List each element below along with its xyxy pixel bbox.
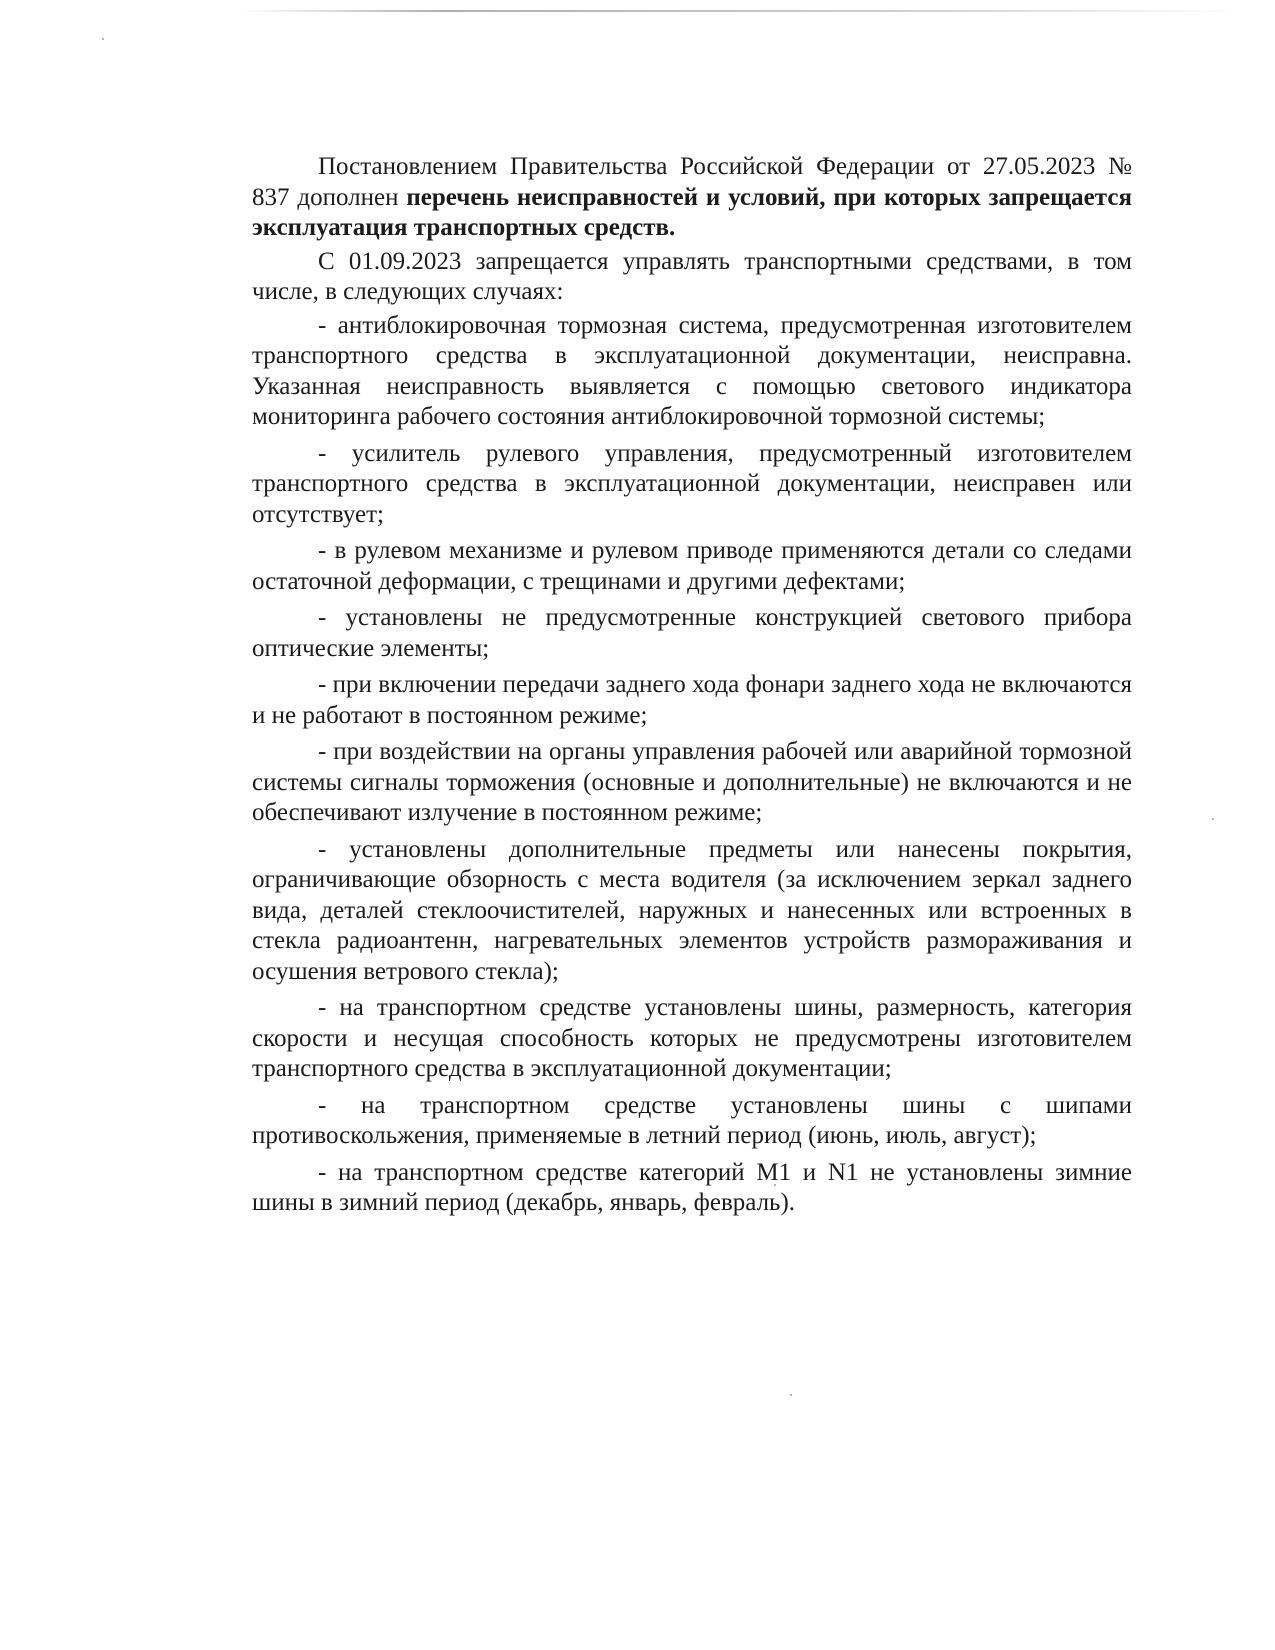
- list-item: - на транспортном средстве установлены шины с шипами противоскольжения, применяемые в летний период (июнь, июль, август);: [252, 1091, 1132, 1149]
- list-item: - при включении передачи заднего хода фонари заднего хода не включаются и не работают в постоянном режиме;: [252, 671, 1132, 729]
- scan-speck: [102, 38, 104, 40]
- list-item: - установлены дополнительные предметы или нанесены покрытия, ограничивающие обзорность с места водителя (за исключением зеркал заднего вида, деталей стеклоочистителей, наружных и нанесенных или встроенных в стекла радиоантенн, нагревательных элементов устройств размораживания и осушения ветрового стекла);: [252, 835, 1132, 985]
- intro-bold-text: перечень неисправностей и условий, при которых запрещается эксплуатация транспортных средств.: [252, 183, 1132, 241]
- scan-edge-line: [240, 10, 1240, 12]
- scan-speck: [1212, 818, 1214, 820]
- list-item: - при воздействии на органы управления рабочей или аварийной тормозной системы сигналы торможения (основные и дополнительные) не включаются и не обеспечивают излучение в постоянном режиме;: [252, 738, 1132, 826]
- list-item: - на транспортном средстве установлены шины, размерность, категория скорости и несущая способность которых не предусмотрены изготовителем транспортного средства в эксплуатационной документации;: [252, 994, 1132, 1082]
- lead-paragraph: С 01.09.2023 запрещается управлять транспортными средствами, в том числе, в следующих случаях:: [252, 247, 1132, 305]
- document-body: [252, 152, 1132, 1225]
- intro-prefix: Постановлением Правительства Российской Федерации от 27.05.2023 № 837 дополнен: [252, 153, 1132, 211]
- list-item: - антиблокировочная тормозная система, предусмотренная изготовителем транспортного средства в эксплуатационной документации, неисправна. Указанная неисправность выявляется с помощью светового индикатора мониторинга рабочего состояния антиблокировочной тормозной системы;: [252, 311, 1132, 430]
- scan-speck: [790, 1394, 792, 1396]
- intro-paragraph: [252, 152, 1132, 244]
- list-item: - установлены не предусмотренные конструкцией светового прибора оптические элементы;: [252, 604, 1132, 662]
- list-item: - усилитель рулевого управления, предусмотренный изготовителем транспортного средства в эксплуатационной документации, неисправен или отсутствует;: [252, 439, 1132, 528]
- list-item: - на транспортном средстве категорий M1 и N1 не установлены зимние шины в зимний период (декабрь, январь, февраль).: [252, 1158, 1132, 1216]
- list-item: - в рулевом механизме и рулевом приводе применяются детали со следами остаточной деформации, с трещинами и другими дефектами;: [252, 537, 1132, 595]
